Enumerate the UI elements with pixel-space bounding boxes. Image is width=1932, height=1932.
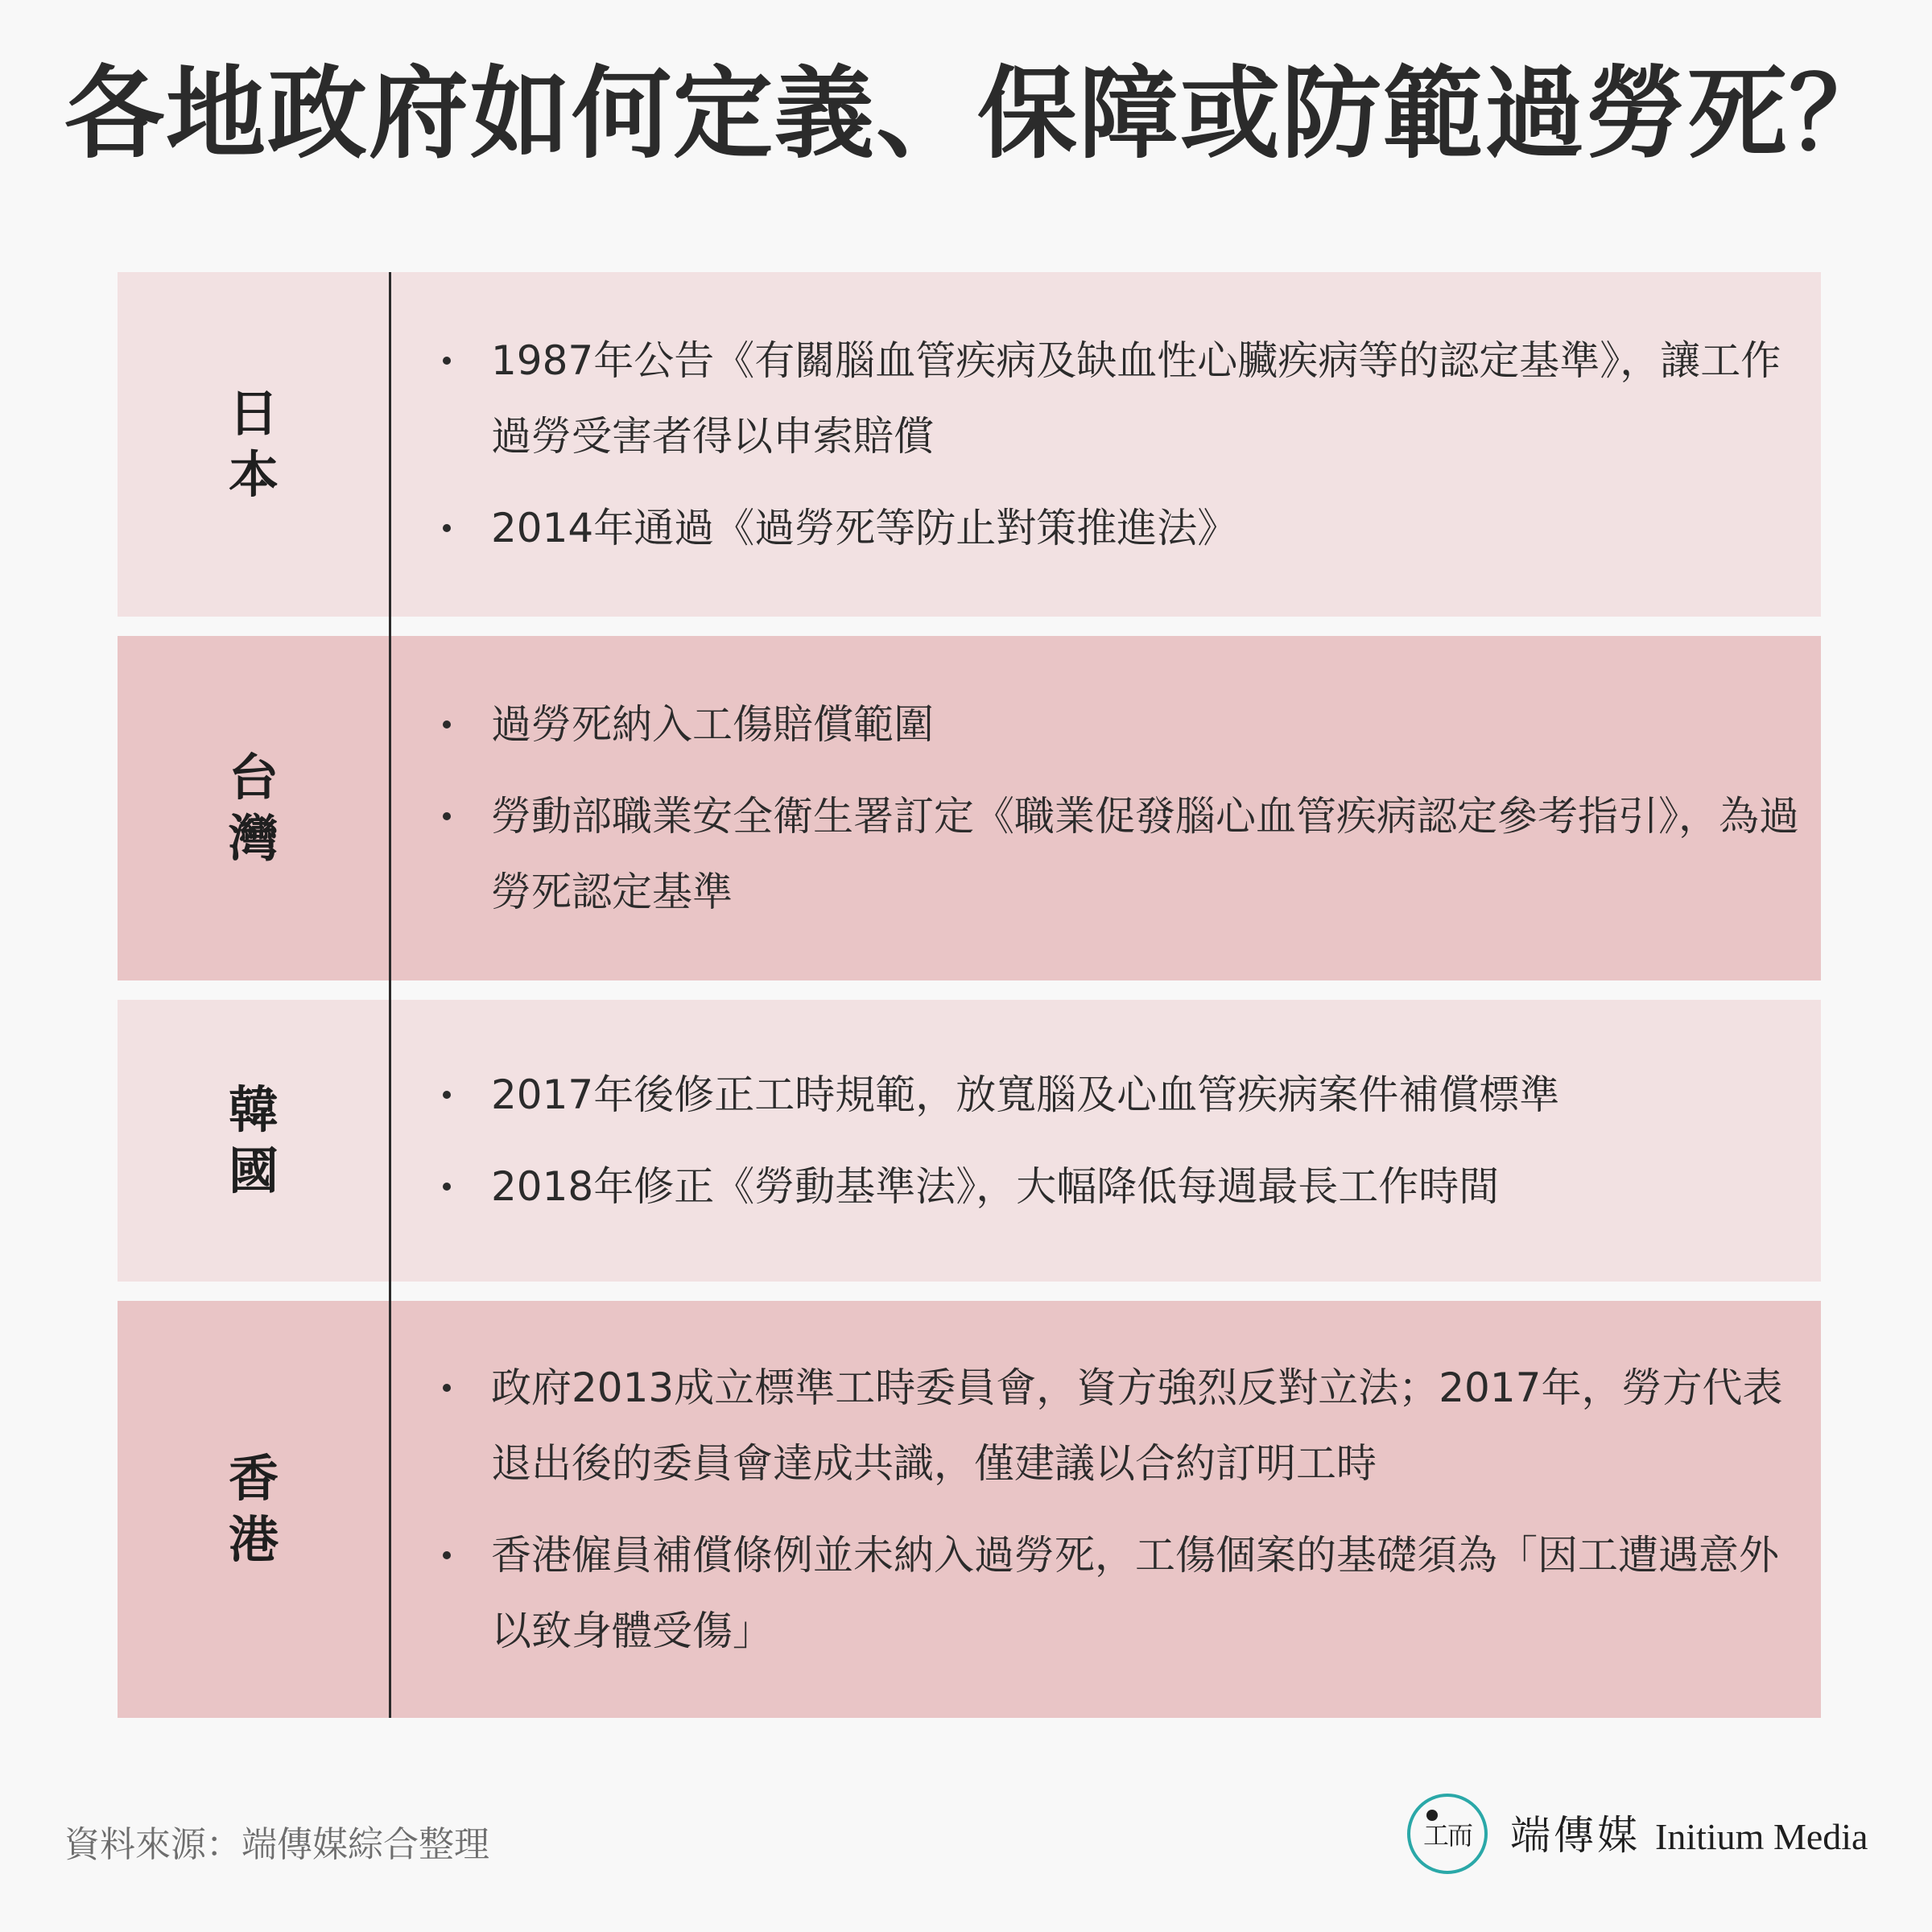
bullet-item bbox=[440, 1149, 1808, 1224]
bullet-item bbox=[440, 1057, 1808, 1133]
brand-wordmark bbox=[1510, 1811, 1868, 1861]
bullet-text: 勞動部職業安全衛生署訂定《職業促發腦心血管疾病認定參考指引》，為過勞死認定基準 bbox=[491, 793, 1799, 915]
initium-logo-icon bbox=[1407, 1794, 1488, 1874]
bullet-dot-icon bbox=[443, 524, 451, 532]
bullet-text: 政府2013成立標準工時委員會，資方強烈反對立法；2017年，勞方代表退出後的委員會達成共識，僅建議以合約訂明工時 bbox=[491, 1364, 1783, 1487]
bullet-item bbox=[440, 687, 1808, 762]
bullet-list bbox=[440, 272, 1808, 617]
country-label: 日本 bbox=[228, 384, 279, 504]
bullet-dot-icon bbox=[443, 357, 451, 365]
bullet-text: 2017年後修正工時規範，放寬腦及心血管疾病案件補償標準 bbox=[491, 1071, 1560, 1118]
brand-name-en: Initium Media bbox=[1655, 1816, 1868, 1857]
bullet-text: 過勞死納入工傷賠償範圍 bbox=[491, 701, 934, 748]
bullet-list bbox=[440, 636, 1808, 980]
bullet-item bbox=[440, 490, 1808, 566]
country-label: 香港 bbox=[228, 1449, 279, 1569]
comparison-table bbox=[118, 272, 1821, 1718]
country-cell bbox=[118, 1000, 390, 1282]
table-row-japan bbox=[118, 272, 1821, 617]
table-row-korea bbox=[118, 1000, 1821, 1282]
bullet-text: 香港僱員補償條例並未納入過勞死，工傷個案的基礎須為「因工遭遇意外以致身體受傷」 bbox=[491, 1532, 1779, 1654]
table-row-hong-kong bbox=[118, 1301, 1821, 1718]
bullet-text: 2018年修正《勞動基準法》，大幅降低每週最長工作時間 bbox=[491, 1163, 1500, 1210]
table-row-taiwan bbox=[118, 636, 1821, 980]
bullet-item bbox=[440, 1350, 1808, 1501]
bullet-list bbox=[440, 1000, 1808, 1282]
source-note: 資料來源：端傳媒綜合整理 bbox=[64, 1824, 489, 1865]
brand-name-zh: 端傳媒 bbox=[1510, 1812, 1641, 1859]
logo-glyph-icon: 工而 bbox=[1423, 1820, 1472, 1851]
bullet-dot-icon bbox=[443, 1183, 451, 1191]
bullet-dot-icon bbox=[443, 720, 451, 729]
country-cell bbox=[118, 1301, 390, 1718]
page-title: 各地政府如何定義、保障或防範過勞死？ bbox=[64, 56, 1891, 172]
bullet-item bbox=[440, 1517, 1808, 1669]
country-cell bbox=[118, 272, 390, 617]
country-label: 台灣 bbox=[228, 748, 279, 868]
country-label: 韓國 bbox=[228, 1080, 279, 1200]
bullet-item bbox=[440, 778, 1808, 930]
bullet-text: 1987年公告《有關腦血管疾病及缺血性心臟疾病等的認定基準》，讓工作過勞受害者得以申索賠償 bbox=[491, 337, 1781, 460]
bullet-dot-icon bbox=[443, 1384, 451, 1392]
country-cell bbox=[118, 636, 390, 980]
bullet-dot-icon bbox=[443, 1091, 451, 1099]
bullet-list bbox=[440, 1301, 1808, 1718]
bullet-dot-icon bbox=[443, 1551, 451, 1559]
column-divider bbox=[389, 272, 391, 1718]
bullet-item bbox=[440, 323, 1808, 474]
bullet-dot-icon bbox=[443, 812, 451, 820]
bullet-text: 2014年通過《過勞死等防止對策推進法》 bbox=[491, 505, 1238, 551]
